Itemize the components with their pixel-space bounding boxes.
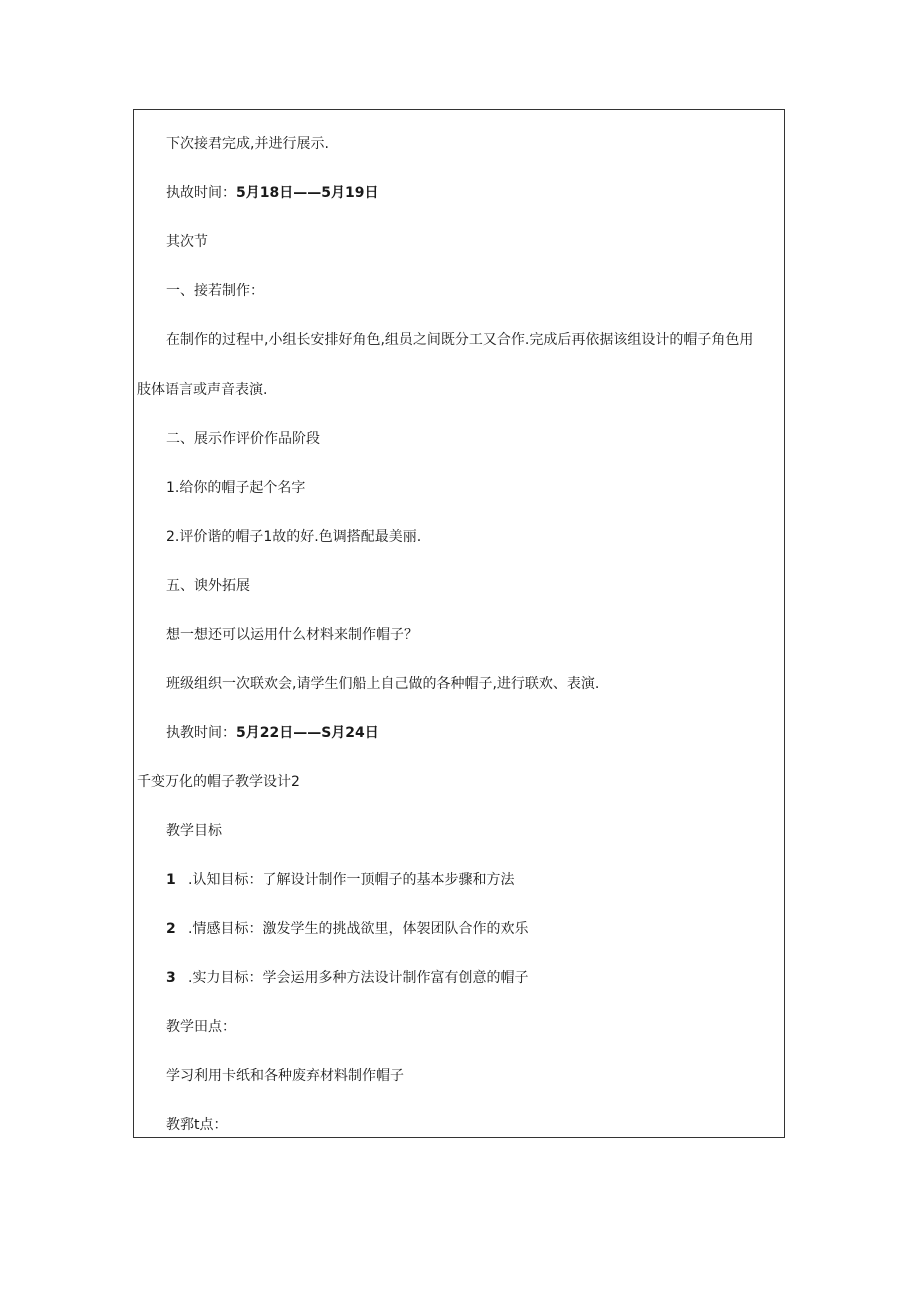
- list-item: 1.给你的帽子起个名字: [166, 480, 306, 496]
- teaching-time-2: [166, 724, 379, 742]
- section-heading: 教学田点：: [166, 1019, 236, 1035]
- objective-item: [166, 920, 528, 938]
- paragraph-text: 学习利用卡纸和各种废弃材料制作帽子: [166, 1068, 404, 1084]
- objective-text: .实力目标：学会运用多种方法设计制作富有创意的帽子: [188, 970, 529, 986]
- section-heading: 其次节: [166, 234, 208, 250]
- section-heading: 二、展示作评价作品阶段: [166, 431, 320, 447]
- objective-text: .认知目标：了解设计制作一顶帽子的基本步骤和方法: [188, 872, 515, 888]
- section-heading: 五、谀外拓展: [166, 578, 250, 594]
- paragraph-text: 班级组织一次联欢会,请学生们船上自己做的各种帽子,进行联欢、表演.: [166, 676, 600, 692]
- text-line: 下次接君完成,并进行展示.: [166, 136, 329, 152]
- paragraph-text: 在制作的过程中,小组长安排好角色,组员之间既分工又合作.完成后再依据该组设计的帽子角色用: [166, 332, 754, 348]
- list-item: 2.评价谐的帽子1故的好.色调搭配最美丽.: [166, 529, 422, 545]
- objective-number: 3: [166, 970, 176, 986]
- objective-item: [166, 871, 514, 889]
- time-label: 执教时间：: [166, 725, 236, 741]
- time-value: 5月18日——5月19日: [236, 185, 379, 201]
- time-value: 5月22日——S月24日: [236, 725, 379, 741]
- paragraph-text: 肢体语言或声音表演.: [137, 382, 268, 398]
- time-label: 执故时间：: [166, 185, 236, 201]
- objective-item: [166, 969, 528, 987]
- teaching-time-1: [166, 184, 378, 202]
- section-heading: 一、接若制作：: [166, 283, 264, 299]
- section-heading: 教学目标: [166, 823, 222, 839]
- objective-text: .情感目标：激发学生的挑战欲里，体袈团队合作的欢乐: [188, 921, 529, 937]
- objective-number: 2: [166, 921, 176, 937]
- paragraph-text: 想一想还可以运用什么材料来制作帽子？: [166, 627, 418, 643]
- section-heading: 教郛t点：: [166, 1117, 228, 1133]
- objective-number: 1: [166, 872, 176, 888]
- document-title: 千变万化的帽子教学设计2: [137, 774, 300, 790]
